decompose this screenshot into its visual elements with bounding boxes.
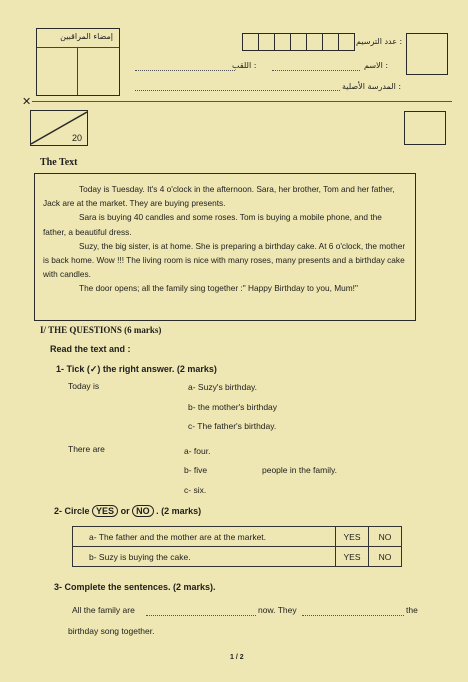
grade-box	[30, 110, 88, 146]
q1a-option-c[interactable]: c- The father's birthday.	[188, 421, 277, 431]
q1b-option-a[interactable]: a- four.	[184, 446, 211, 456]
q3-part2: now. They	[258, 605, 297, 615]
name-label: : الاسم	[364, 61, 389, 70]
q1a-stem: Today is	[68, 381, 100, 391]
q1b-option-b[interactable]: b- five	[184, 465, 208, 475]
no-cell-a[interactable]: NO	[369, 527, 402, 547]
right-box	[404, 111, 446, 145]
reading-text-box	[34, 173, 416, 321]
registration-number-cells[interactable]	[242, 33, 355, 51]
yes-oval: YES	[92, 505, 118, 517]
observers-signature-label: إمضاء المراقبين	[60, 32, 113, 41]
q1a-option-b[interactable]: b- the mother's birthday	[188, 402, 278, 412]
grade-denominator: 20	[71, 133, 82, 143]
school-label: : المدرسة الأصلية	[342, 82, 402, 91]
q3-blank-1[interactable]	[146, 615, 256, 616]
surname-label: : اللقب	[232, 61, 257, 70]
paragraph-2: Sara is buying 40 candles and some roses. Tom is buying a mobile phone, and the father, a beautiful dress.	[43, 212, 382, 237]
school-field[interactable]	[135, 90, 340, 91]
q3-title: 3- Complete the sentences. (2 marks).	[54, 582, 216, 592]
q2-title	[54, 505, 201, 517]
observers-signature-box	[36, 28, 120, 96]
q1a-option-a[interactable]: a- Suzy's birthday.	[188, 382, 258, 392]
name-field[interactable]	[272, 70, 360, 71]
statement-a: a- The father and the mother are at the market.	[73, 527, 336, 547]
divider	[77, 47, 78, 95]
q1-title: 1- Tick (✓) the right answer. (2 marks)	[56, 364, 217, 374]
table-row	[73, 527, 402, 547]
yes-cell-a[interactable]: YES	[336, 527, 369, 547]
yes-no-table	[72, 526, 402, 567]
q1b-stem: There are	[68, 444, 105, 454]
q3-part3: the	[406, 605, 418, 615]
instruction: Read the text and :	[50, 344, 131, 354]
q2-or: or	[120, 506, 130, 516]
stamp-box	[406, 33, 448, 75]
text-title: The Text	[40, 157, 78, 168]
surname-field[interactable]	[135, 70, 235, 71]
divider	[37, 47, 119, 48]
q2-title-suffix: . (2 marks)	[156, 506, 202, 516]
registration-number-label: : عدد الترسيم	[356, 37, 403, 46]
paragraph-1: Today is Tuesday. It's 4 o'clock in the afternoon. Sara, her brother, Tom and her father, Jack are at the market. They are buying presents.	[43, 184, 395, 209]
no-oval: NO	[132, 505, 154, 517]
q2-title-prefix: 2- Circle	[54, 506, 90, 516]
paragraph-3: Suzy, the big sister, is at home. She is preparing a birthday cake. At 6 o'clock, the mother is back home. Wow !!! The living room is nice with many roses, many presents and a birthday cake with candles.	[43, 240, 406, 280]
page-number: 1 / 2	[230, 654, 244, 661]
q3-part1: All the family are	[72, 605, 135, 615]
cut-line	[32, 101, 452, 102]
q1b-suffix: people in the family.	[262, 465, 337, 475]
paragraph-4: The door opens; all the family sing together :" Happy Birthday to you, Mum!"	[79, 283, 358, 294]
q1b-option-c[interactable]: c- six.	[184, 485, 207, 495]
scissors-icon: ✕	[22, 96, 32, 108]
no-cell-b[interactable]: NO	[369, 547, 402, 567]
yes-cell-b[interactable]: YES	[336, 547, 369, 567]
q3-blank-2[interactable]	[302, 615, 404, 616]
q3-line2: birthday song together.	[68, 626, 155, 636]
table-row	[73, 547, 402, 567]
questions-heading: I/ THE QUESTIONS (6 marks)	[40, 325, 162, 335]
statement-b: b- Suzy is buying the cake.	[73, 547, 336, 567]
